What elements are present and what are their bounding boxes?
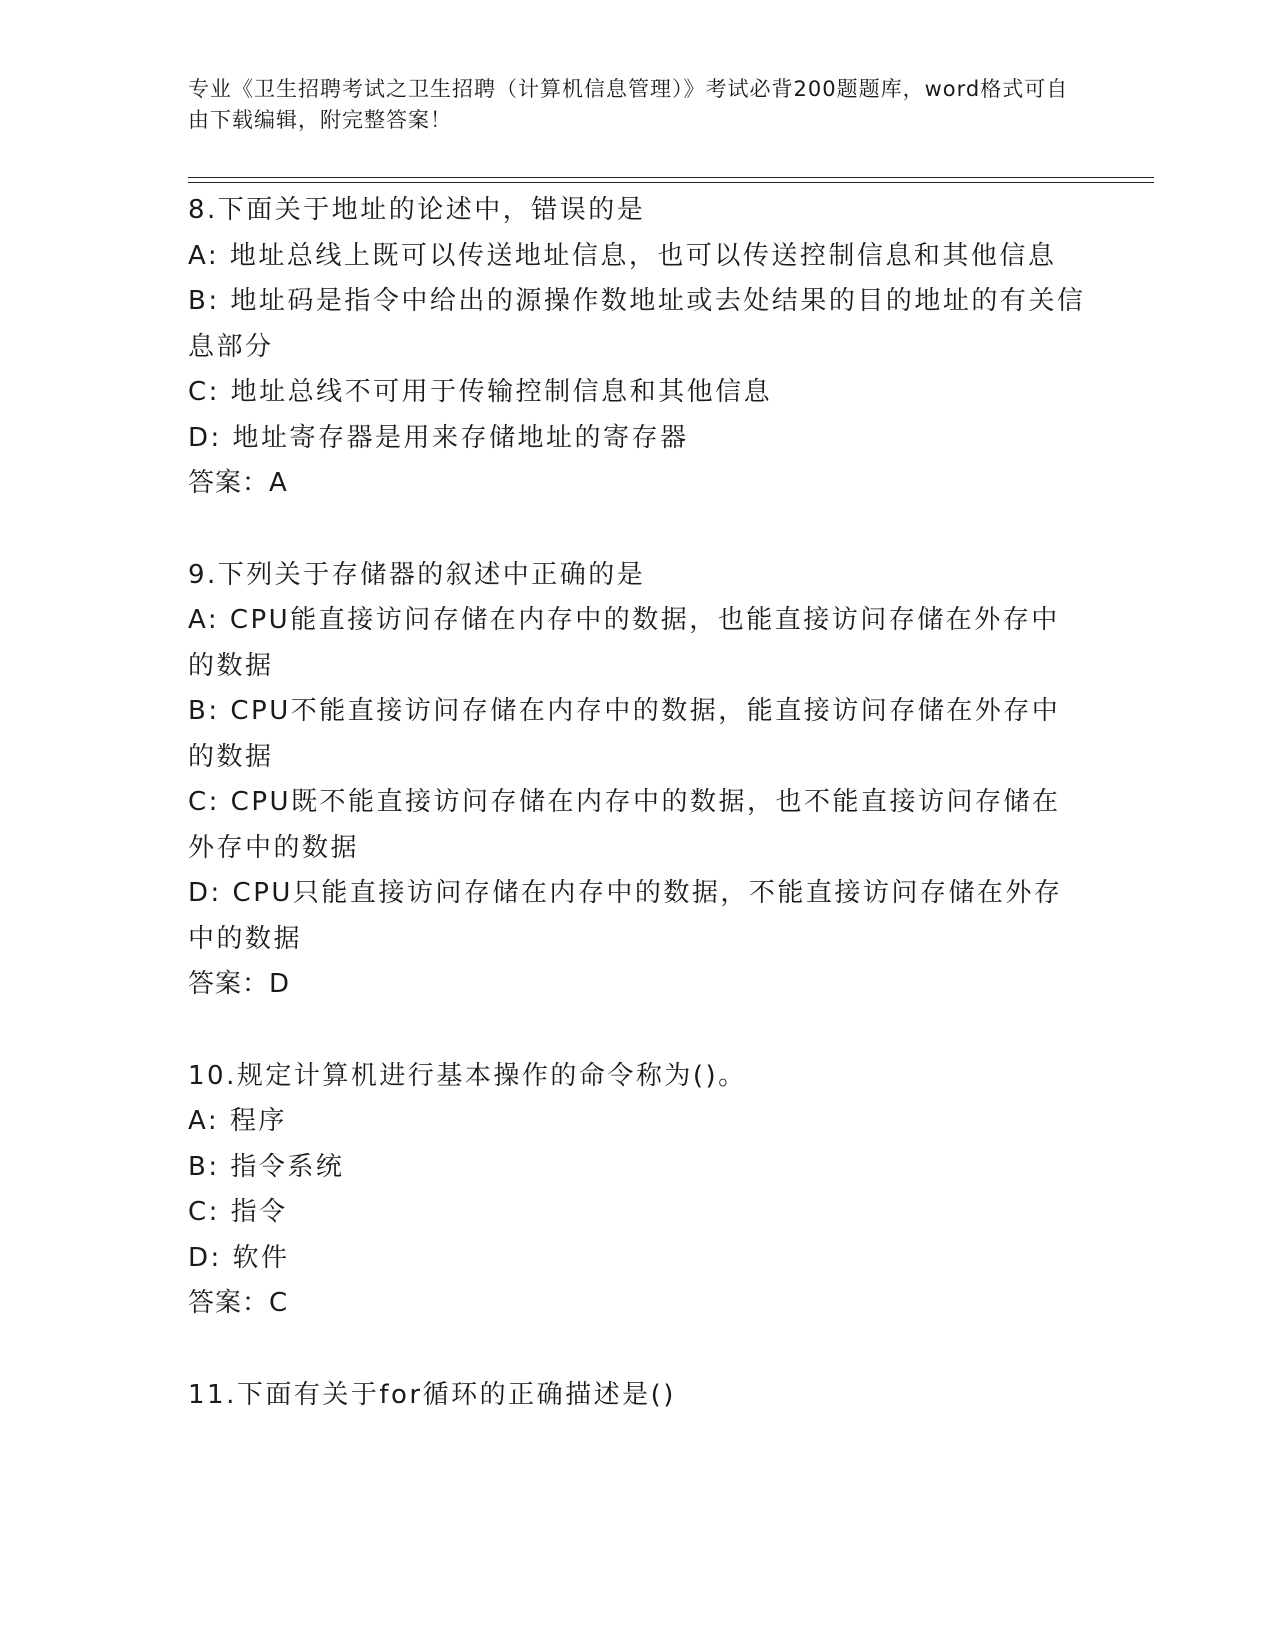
question-stem: 11.下面有关于for循环的正确描述是() — [188, 1379, 676, 1410]
option-c: C: 指令 — [188, 1197, 288, 1227]
question-list — [188, 188, 1088, 1418]
option-b: B: 地址码是指令中给出的源操作数地址或去处结果的目的地址的有关信息部分 — [188, 286, 1086, 362]
option-d: D: CPU只能直接访问存储在内存中的数据，不能直接访问存储在外存中的数据 — [188, 878, 1063, 954]
question-10 — [188, 1054, 1088, 1327]
option-c: C: 地址总线不可用于传输控制信息和其他信息 — [188, 377, 773, 407]
option-a: A: 程序 — [188, 1106, 287, 1136]
answer-line: 答案：C — [188, 1288, 289, 1318]
option-b: B: CPU不能直接访问存储在内存中的数据，能直接访问存储在外存中的数据 — [188, 696, 1061, 772]
question-11 — [188, 1373, 1088, 1419]
option-d: D: 软件 — [188, 1242, 290, 1273]
header-divider-bottom — [188, 182, 1154, 183]
question-8 — [188, 188, 1088, 507]
question-stem: 8.下面关于地址的论述中，错误的是 — [188, 195, 646, 225]
option-a: A: 地址总线上既可以传送地址信息，也可以传送控制信息和其他信息 — [188, 240, 1057, 271]
document-header: 专业《卫生招聘考试之卫生招聘（计算机信息管理）》考试必背200题题库，word格式可自由下载编辑，附完整答案！ — [188, 77, 1069, 132]
header-divider-top — [188, 177, 1154, 178]
question-stem: 10.规定计算机进行基本操作的命令称为()。 — [188, 1060, 747, 1091]
question-stem: 9.下列关于存储器的叙述中正确的是 — [188, 559, 646, 590]
option-c: C: CPU既不能直接访问存储在内存中的数据，也不能直接访问存储在外存中的数据 — [188, 787, 1061, 863]
answer-line: 答案：A — [188, 468, 288, 498]
option-d: D: 地址寄存器是用来存储地址的寄存器 — [188, 422, 689, 453]
option-a: A: CPU能直接访问存储在内存中的数据，也能直接访问存储在外存中的数据 — [188, 605, 1060, 681]
option-b: B: 指令系统 — [188, 1151, 345, 1182]
question-9 — [188, 553, 1088, 1008]
answer-line: 答案：D — [188, 969, 291, 999]
